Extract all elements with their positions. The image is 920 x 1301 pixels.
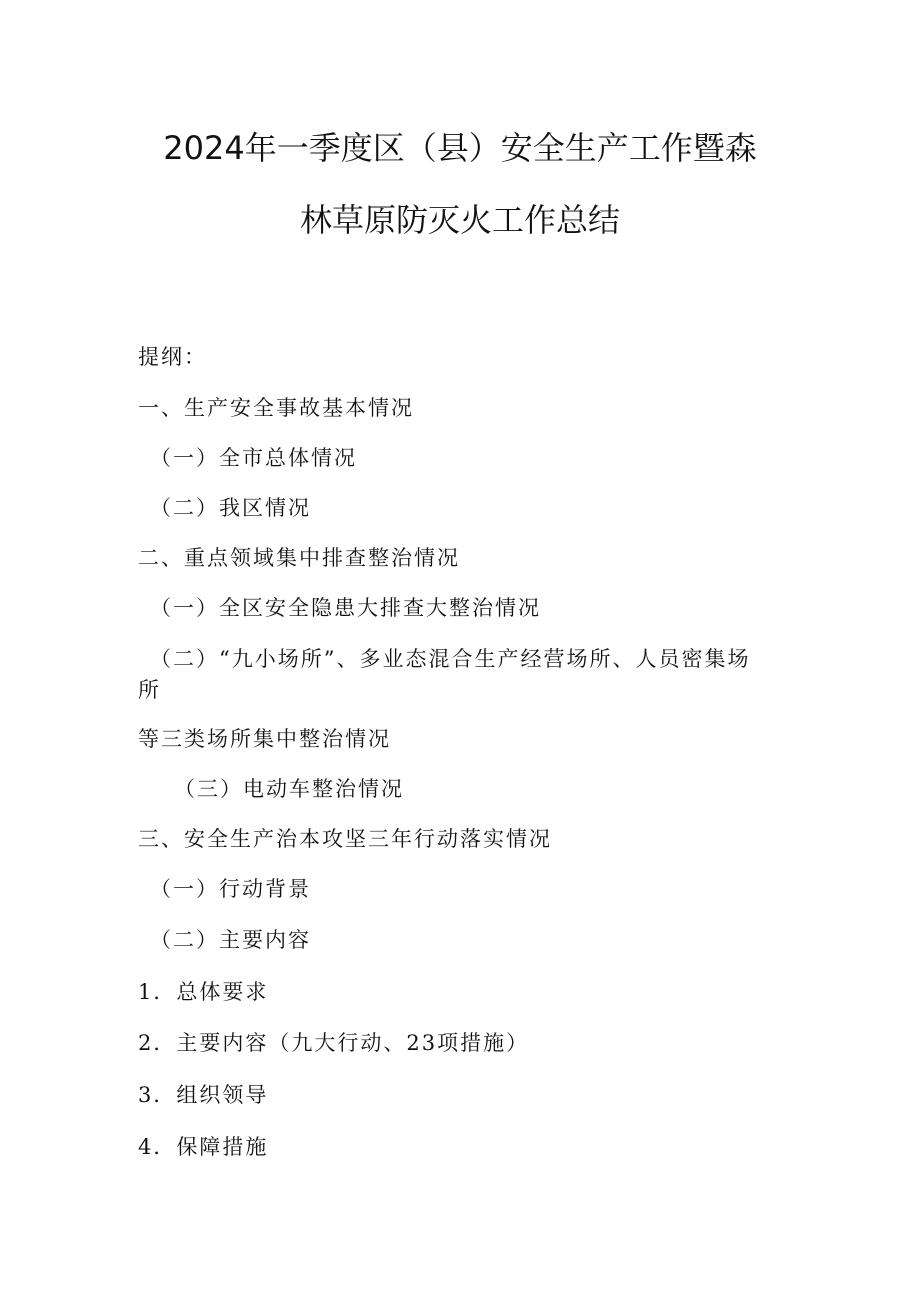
subsection-3-1: （一）行动背景 [150, 877, 311, 901]
list-item-1: 1．总体要求 [138, 980, 269, 1004]
list-item-3: 3．组织领导 [138, 1083, 269, 1107]
subsection-2-2-line-a: （二）“九小场所”、多业态混合生产经营场所、人员密集场 [150, 647, 751, 671]
section-heading-3: 三、安全生产治本攻坚三年行动落实情况 [138, 827, 552, 851]
section-heading-1: 一、生产安全事故基本情况 [138, 396, 414, 420]
document-title-line-1: 2024年一季度区（县）安全生产工作暨森 [163, 129, 757, 167]
outline-label: 提纲： [138, 345, 207, 369]
list-item-2: 2．主要内容（九大行动、23项措施） [138, 1031, 530, 1055]
subsection-2-2-line-b: 所 [138, 678, 161, 702]
section-heading-2: 二、重点领域集中排查整治情况 [138, 546, 460, 570]
subsection-1-1: （一）全市总体情况 [150, 446, 357, 470]
document-title-line-2: 林草原防灭火工作总结 [299, 201, 620, 239]
subsection-2-3: （三）电动车整治情况 [174, 777, 404, 801]
subsection-3-2: （二）主要内容 [150, 928, 311, 952]
subsection-1-2: （二）我区情况 [150, 496, 311, 520]
list-item-4: 4．保障措施 [138, 1135, 269, 1159]
subsection-2-1: （一）全区安全隐患大排查大整治情况 [150, 596, 541, 620]
subsection-2-2-line-c: 等三类场所集中整治情况 [138, 727, 391, 751]
